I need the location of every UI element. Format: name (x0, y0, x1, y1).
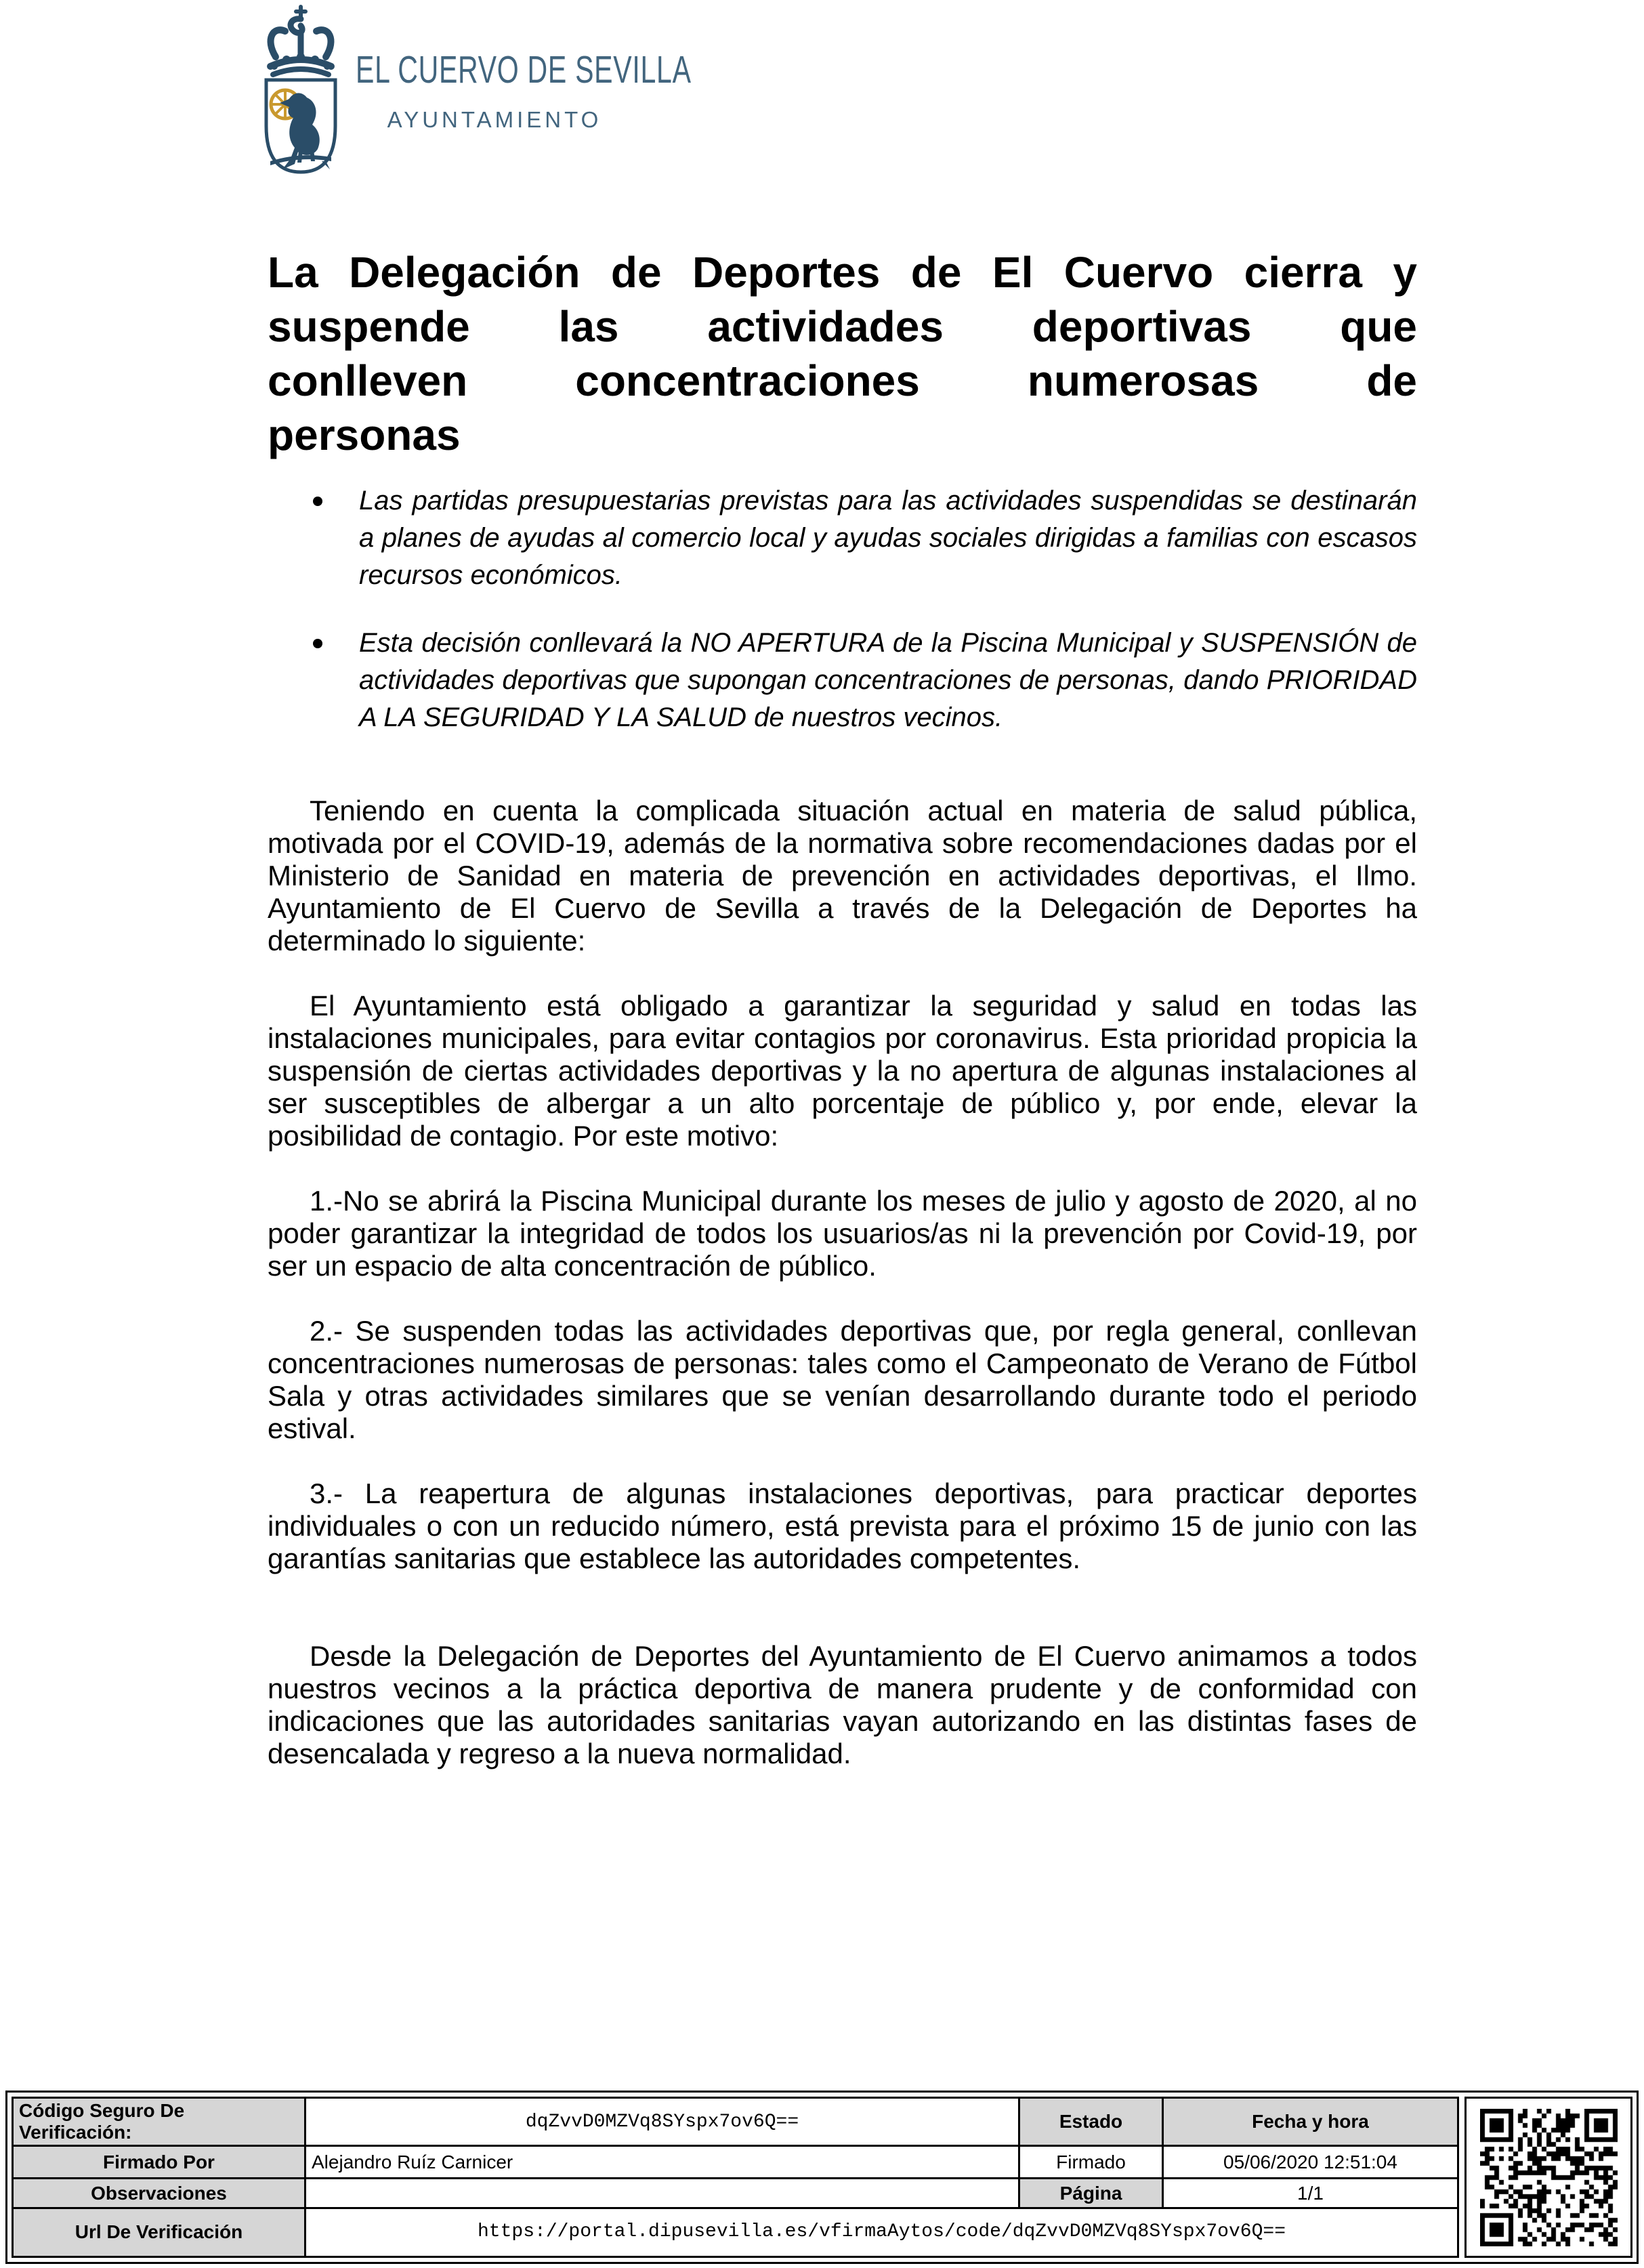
body-paragraph-2: El Ayuntamiento está obligado a garantizar la seguridad y salud en todas las instalaciones municipales, para evitar contagios por coronavirus. Esta prioridad propicia la suspensión de ciertas actividades deportivas y la no apertura de algunas instalaciones al ser susceptibles de albergar a un alto porcentaje de público y, por ende, elevar la posibilidad de contagio. Por este motivo: (268, 990, 1417, 1152)
numbered-item-3: 3.- La reapertura de algunas instalaciones deportivas, para practicar deportes individuales o con un reducido número, está prevista para el próximo 15 de junio con las garantías sanitarias que establece las autoridades competentes. (268, 1477, 1417, 1574)
url-label-cell: Url De Verificación (13, 2208, 305, 2257)
title-line-2: suspende las actividades deportivas que (268, 302, 1417, 351)
estado-value-cell: Firmado (1019, 2146, 1163, 2179)
title-line-4: personas (268, 411, 461, 459)
url-value-cell: https://portal.dipusevilla.es/vfirmaAytos/code/dqZvvD0MZVq8SYspx7ov6Q== (305, 2208, 1458, 2257)
municipal-logo (259, 4, 692, 175)
fecha-value-cell: 05/06/2020 12:51:04 (1163, 2146, 1458, 2179)
csv-label-cell: Código Seguro De Verificación: (13, 2098, 305, 2146)
body-paragraph-1: Teniendo en cuenta la complicada situación actual en materia de salud pública, motivada por el COVID-19, además de la normativa sobre recomendaciones dadas por el Ministerio de Sanidad en materia de prevención en actividades deportivas, el Ilmo. Ayuntamiento de El Cuervo de Sevilla a través de la Delegación de Deportes ha determinado lo siguiente: (268, 795, 1417, 957)
document-content (268, 245, 1417, 1803)
bullet-item-1: Las partidas presupuestarias previstas para las actividades suspendidas se destinarán a planes de ayudas al comercio local y ayudas sociales dirigidas a familias con escasos recursos económicos. (359, 482, 1417, 594)
logo-subtitle: AYUNTAMIENTO (387, 107, 602, 132)
firmado-por-value-cell: Alejandro Ruíz Carnicer (305, 2146, 1019, 2179)
observaciones-label-cell: Observaciones (13, 2179, 305, 2208)
title-line-1: La Delegación de Deportes de El Cuervo cierra y (268, 248, 1417, 297)
verification-table (12, 2097, 1459, 2258)
csv-value-cell: dqZvvD0MZVq8SYspx7ov6Q== (305, 2098, 1019, 2146)
firmado-por-label-cell: Firmado Por (13, 2146, 305, 2179)
qr-code (1480, 2109, 1618, 2246)
verification-footer (5, 2091, 1639, 2264)
numbered-item-1: 1.-No se abrirá la Piscina Municipal durante los meses de julio y agosto de 2020, al no poder garantizar la integridad de todos los usuarios/as ni la prevención por Covid-19, por ser un espacio de alta concentración de público. (268, 1185, 1417, 1282)
pagina-value-cell: 1/1 (1163, 2179, 1458, 2208)
pagina-label-cell: Página (1019, 2179, 1163, 2208)
page-title (268, 245, 1417, 462)
qr-frame (1464, 2097, 1632, 2258)
numbered-item-2: 2.- Se suspenden todas las actividades deportivas que, por regla general, conllevan concentraciones numerosas de personas: tales como el Campeonato de Verano de Fútbol Sala y otras actividades similares que se venían desarrollando durante todo el periodo estival. (268, 1315, 1417, 1444)
bullet-item-2: Esta decisión conllevará la NO APERTURA de la Piscina Municipal y SUSPENSIÓN de actividades deportivas que supongan concentraciones de personas, dando PRIORIDAD A LA SEGURIDAD Y LA SALUD de nuestros vecinos. (359, 625, 1417, 736)
title-line-3: conlleven concentraciones numerosas de (268, 356, 1417, 405)
fecha-header-cell: Fecha y hora (1163, 2098, 1458, 2146)
logo-wordmark: EL CUERVO DE SEVILLA (356, 48, 692, 91)
crest-icon (259, 4, 342, 175)
closing-paragraph: Desde la Delegación de Deportes del Ayuntamiento de El Cuervo animamos a todos nuestros vecinos a la práctica deportiva de manera prudente y de conformidad con indicaciones que las autoridades sanitarias vayan autorizando en las distintas fases de desencalada y regreso a la nueva normalidad. (268, 1640, 1417, 1769)
crown-icon (270, 7, 331, 75)
estado-header-cell: Estado (1019, 2098, 1163, 2146)
bullet-list (268, 482, 1417, 736)
observaciones-value-cell (305, 2179, 1019, 2208)
